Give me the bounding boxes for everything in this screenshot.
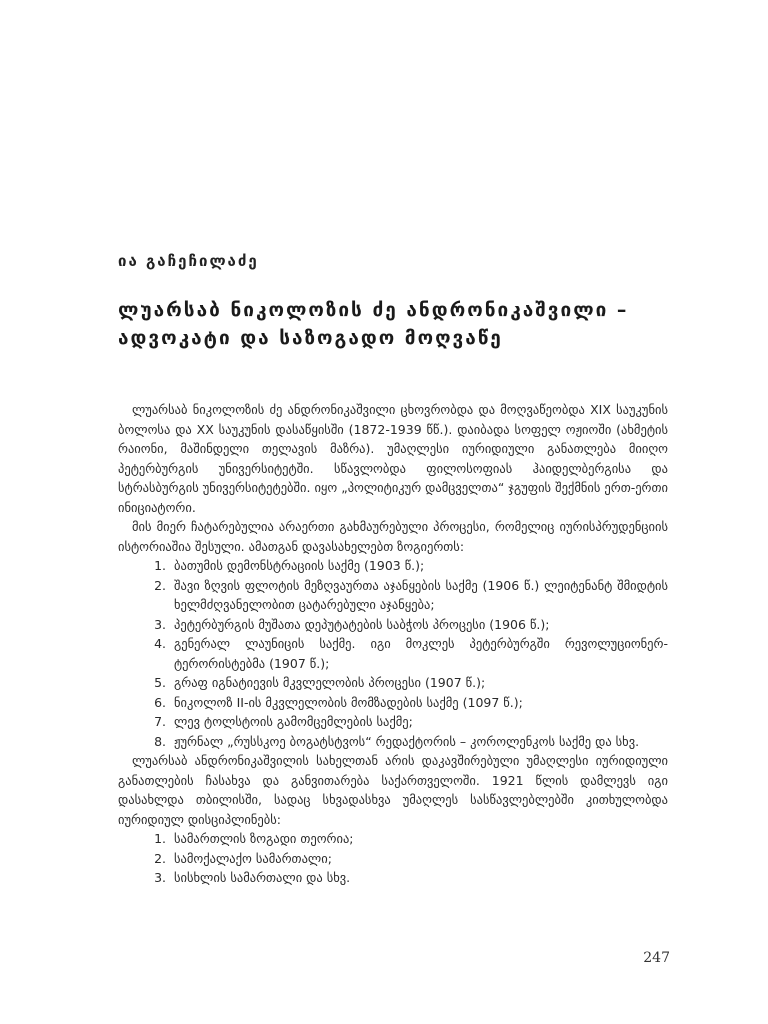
list-item: 3. სისხლის სამართალი და სხვ. [170,868,668,888]
processes-list [118,556,668,751]
list-item: 5. გრაფ იგნატიევის მკვლელობის პროცესი (1907 წ.); [170,673,668,693]
intro-paragraph: ლუარსაბ ნიკოლოზის ძე ანდრონიკაშვილი ცხოვრობდა და მოღვაწეობდა XIX საუკუნის ბოლოსა და XX საუკუნის დასაწყისში (1872-1939 წწ.). დაიბადა სოფელ ოჟიოში (ახმეტის რაიონი, მაშინდელი თელავის მაზრა). უმაღლესი იურიდიული განათლება მიიღო პეტერბურგის უნივერსიტეტში. სწავლობდა ფილოსოფიას ჰაიდელბერგისა და სტრასბურგის უნივერსიტეტებში. იყო „პოლიტიკურ დამცველთა“ ჯგუფის შექმნის ერთ-ერთი ინიციატორი. [118,402,668,515]
list-item: 4. გენერალ ლაუნიცის საქმე. იგი მოკლეს პეტერბურგში რევოლუციონერ-ტერორისტებმა (1907 წ.); [170,634,668,673]
subjects-intro: ლუარსაბ ანდრონიკაშვილის სახელთან არის დაკავშირებული უმაღლესი იურიდიული განათლების ჩასახვა და განვითარება საქართველოში. 1921 წლის დამლევს იგი დასახლდა თბილისში, სადაც სხვადასხვა უმაღლეს სასწავლებლებში კითხულობდა იურიდიულ დისციპლინებს: [118,753,668,827]
list-item: 3. პეტერბურგის მუშათა დეპუტატების საბჭოს პროცესი (1906 წ.); [170,615,668,635]
list-item: 8. ჟურნალ „რუსსკოე ბოგატსტვოს“ რედაქტორის – კოროლენკოს საქმე და სხვ. [170,732,668,752]
author-name: ია გაჩეჩილაძე [118,252,259,270]
title-line-1: ლუარსაბ ნიკოლოზის ძე ანდრონიკაშვილი – [118,299,629,321]
subjects-list [118,829,668,888]
article-body [118,400,668,888]
processes-intro: მის მიერ ჩატარებულია არაერთი გახმაურებული პროცესი, რომელიც იურისპრუდენციის ისტორიაშია შესული. ამათგან დავასახელებთ ზოგიერთს: [118,519,668,554]
list-item: 2. სამოქალაქო სამართალი; [170,849,668,869]
page-number: 247 [643,950,670,966]
list-item: 2. შავი ზღვის ფლოტის მეზღვაურთა აჯანყების საქმე (1906 წ.) ლეიტენანტ შმიდტის ხელმძღვანელობით ცატარებული აჯანყება; [170,576,668,615]
list-item: 1. სამართლის ზოგადი თეორია; [170,829,668,849]
list-item: 7. ლევ ტოლსტოის გამომცემლების საქმე; [170,712,668,732]
title-line-2: ადვოკატი და საზოგადო მოღვაწე [118,327,503,349]
list-item: 6. ნიკოლოზ II-ის მკვლელობის მომზადების საქმე (1097 წ.); [170,693,668,713]
article-title [118,296,678,352]
list-item: 1. ბათუმის დემონსტრაციის საქმე (1903 წ.); [170,556,668,576]
